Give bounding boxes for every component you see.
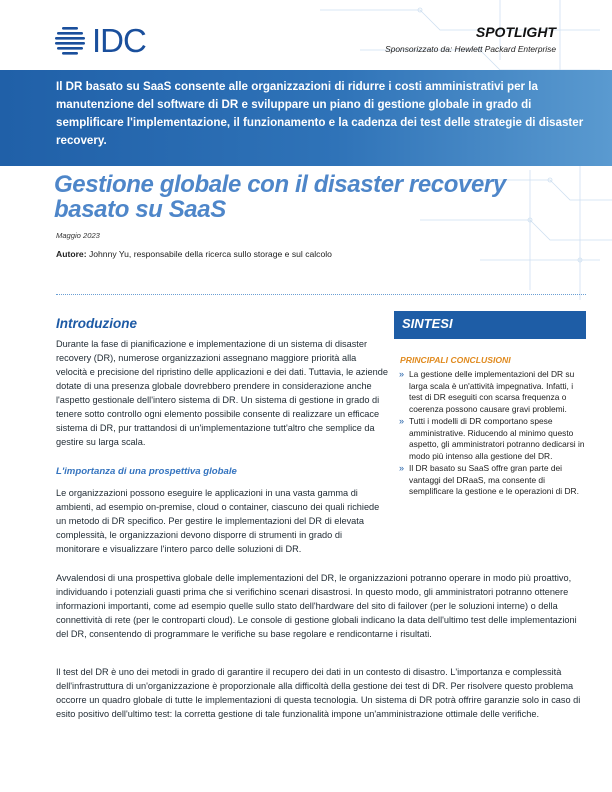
publish-date: Maggio 2023 bbox=[56, 231, 100, 240]
global-perspective-paragraph-1: Le organizzazioni possono eseguire le applicazioni in una vasta gamma di ambienti, ad esempio on-premise, cloud o container, ciascuno dei quali richiede un metodo di DR specifico. Per gestire le implementazioni del DR di elevata complessità, le organizzazioni devono disporre di strumenti in grado di monitorare e visualizzare l'intero parco delle soluzioni di DR. bbox=[56, 488, 380, 554]
author-label: Autore: bbox=[56, 249, 87, 259]
idc-logo-text: IDC bbox=[92, 22, 146, 59]
spotlight-label: SPOTLIGHT bbox=[475, 24, 556, 40]
idc-globe-icon bbox=[54, 26, 90, 56]
author-line bbox=[56, 249, 332, 259]
page-title: Gestione globale con il disaster recovery basato su SaaS bbox=[54, 171, 506, 223]
list-item: » Il DR basato su SaaS offre gran parte dei vantaggi del DRaaS, ma consente di semplificare la gestione e le operazioni di DR. bbox=[398, 463, 586, 498]
global-perspective-paragraph-3: Il test del DR è uno dei metodi in grado di garantire il recupero dei dati in un contesto di disastro. L'importanza e complessità dell'infrastruttura di un'organizzazione è proporzionale alla difficoltà della gestione dei test di DR. Per risolvere questo problema occorre un quadro globale di tutte le implementazioni di questa tecnologia. Un sistema di DR potrà offrire garanzie solo in caso di esito positivo dell'ultimo test: la corretta gestione di tale funzionalità impone un'amministrazione ottimale delle verifiche. bbox=[56, 667, 581, 719]
section-divider bbox=[56, 294, 586, 295]
sponsor-line: Sponsorizzato da: Hewlett Packard Enterprise bbox=[385, 44, 556, 54]
list-item: » La gestione delle implementazioni del DR su larga scala è un'attività impegnativa. Infatti, i test di DR eseguiti con scarsa frequenza o coerenza possono causare gravi problemi. bbox=[398, 369, 586, 415]
key-findings-list bbox=[398, 369, 586, 498]
author-name: Johnny Yu, responsabile della ricerca sullo storage e sul calcolo bbox=[88, 249, 332, 259]
list-item: » Tutti i modelli di DR comportano spese amministrative. Riducendo al minimo questo aspetto, gli amministratori potranno dedicarsi in modo più intenso alla gestione del DR. bbox=[398, 416, 586, 462]
sidebar-subtitle: PRINCIPALI CONCLUSIONI bbox=[400, 355, 511, 365]
sidebar-title: SINTESI bbox=[394, 311, 586, 339]
summary-sidebar bbox=[394, 311, 586, 551]
intro-paragraph: Durante la fase di pianificazione e implementazione di un sistema di disaster recovery (DR), numerose organizzazioni assegnano maggiore priorità alla velocità e precisione del ripristino delle applicazioni e dei dati. Tuttavia, le aziende dotate di una presenza globale dovrebbero prendere in considerazione anche l'aspetto gestionale dell'intero sistema di DR. Un sistema di gestione in grado di tenere sotto controllo ogni elemento possibile consente di realizzare un efficace sistema di DR, pur trattandosi di un'implementazione tutt'altro che semplice da gestire su larga scala. bbox=[56, 339, 388, 447]
summary-banner-text: Il DR basato su SaaS consente alle organizzazioni di ridurre i costi amministrativi per la manutenzione del software di DR e sviluppare un piano di gestione globale in grado di semplificare l'implementazione, il funzionamento e la cadenza dei test delle strategie di disaster recovery. bbox=[56, 80, 584, 147]
global-perspective-heading: L'importanza di una prospettiva globale bbox=[56, 466, 237, 477]
global-perspective-paragraph-2: Avvalendosi di una prospettiva globale delle implementazioni del DR, le organizzazioni potranno operare in modo più proattivo, individuando i potenziali guasti prima che si verifichino scenari disastrosi. In questo modo, gli amministratori potranno ottenere informazioni importanti, come ad esempio quelle sullo stato dell'hardware del sito di failover (per le soluzioni interne) o della connettività di rete (per le controparti cloud). Le console di gestione globali indicano la data dell'ultimo test delle implementazioni del DR, consentendo di programmare le verifiche su base regolare e rendicontarne i risultati. bbox=[56, 573, 577, 639]
intro-heading: Introduzione bbox=[56, 316, 137, 331]
idc-logo bbox=[54, 22, 164, 59]
